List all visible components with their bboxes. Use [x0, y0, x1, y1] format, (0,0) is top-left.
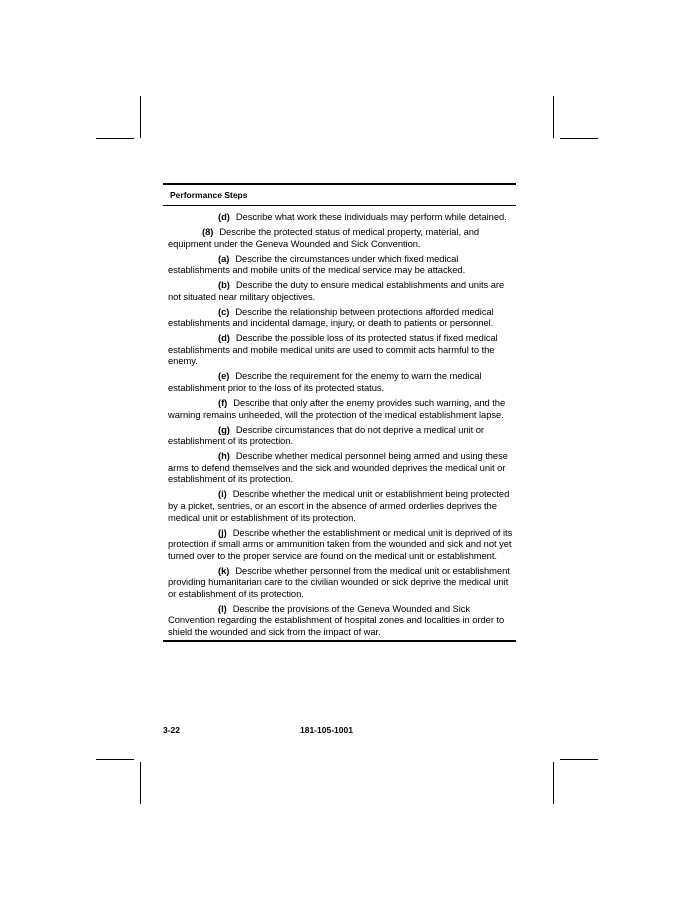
step-item: [163, 397, 516, 420]
step-label: (c): [218, 305, 230, 317]
crop-mark-top-right-v: [553, 96, 554, 138]
step-label: (g): [218, 423, 230, 435]
step-item: [163, 226, 516, 249]
step-text: Describe whether the medical unit or establishment being protected by a picket, sentries, or an escort in the absence of armed orderlies deprives the medical unit or establishment of its protection.: [168, 488, 510, 523]
step-item: [163, 488, 516, 523]
step-label: (j): [218, 526, 227, 538]
step-text: Describe the relationship between protections afforded medical establishments and incidental damage, injury, or death to patients or personnel.: [168, 305, 494, 329]
step-label: (e): [218, 370, 230, 382]
step-item: [163, 253, 516, 276]
step-label: (i): [218, 488, 227, 500]
document-number: 181-105-1001: [300, 725, 353, 735]
crop-mark-bottom-left-h: [96, 759, 134, 760]
step-label: (l): [218, 602, 227, 614]
step-text: Describe that only after the enemy provides such warning, and the warning remains unheeded, will the protection of the medical establishment lapse.: [168, 397, 506, 420]
step-text: Describe whether the establishment or medical unit is deprived of its protection if small arms or ammunition taken from the wounded and sick and not yet turned over to the proper service are found on the medical unit or establishment.: [168, 526, 513, 561]
crop-mark-bottom-right-v: [553, 762, 554, 804]
crop-mark-top-left-h: [96, 138, 134, 139]
step-text: Describe the provisions of the Geneva Wounded and Sick Convention regarding the establishment of hospital zones and localities in order to shield the wounded and sick from the impact of war.: [168, 602, 505, 638]
performance-steps-section: [163, 183, 516, 642]
step-item: [163, 332, 516, 367]
step-text: Describe whether medical personnel being armed and using these arms to defend themselves and the sick and wounded deprives the medical unit or establishment of its protection.: [168, 450, 508, 485]
page-number: 3-22: [163, 725, 181, 735]
step-label: (k): [218, 564, 230, 576]
step-item: [163, 603, 516, 638]
step-label: (h): [218, 450, 230, 462]
step-label: (a): [218, 252, 230, 264]
step-text: Describe what work these individuals may perform while detained.: [235, 211, 507, 222]
step-text: Describe whether personnel from the medical unit or establishment providing humanitarian care to the civilian wounded or sick deprive the medical unit or establishment of its protection.: [168, 564, 510, 599]
step-label: (f): [218, 397, 228, 409]
step-label: (d): [218, 332, 230, 344]
step-text: Describe the protected status of medical property, material, and equipment under the Geneva Wounded and Sick Convention.: [168, 225, 480, 249]
step-item: [163, 565, 516, 600]
step-label: (8): [202, 225, 214, 237]
crop-mark-bottom-left-v: [140, 762, 141, 804]
step-text: Describe the possible loss of its protected status if fixed medical establishments and mobile medical units are used to commit acts harmful to the enemy.: [168, 332, 498, 367]
step-item: [163, 424, 516, 447]
step-item: [163, 279, 516, 302]
steps-list: [163, 206, 516, 638]
step-label: (d): [218, 211, 230, 222]
crop-mark-top-right-h: [560, 138, 598, 139]
crop-mark-top-left-v: [140, 96, 141, 138]
step-item: [163, 450, 516, 485]
step-item: [163, 306, 516, 329]
step-item: [163, 370, 516, 393]
step-text: Describe circumstances that do not deprive a medical unit or establishment of its protection.: [168, 423, 484, 447]
step-text: Describe the duty to ensure medical establishments and units are not situated near military objectives.: [168, 279, 505, 302]
step-text: Describe the requirement for the enemy to warn the medical establishment prior to the loss of its protected status.: [168, 370, 482, 394]
step-item: [163, 211, 516, 223]
step-text: Describe the circumstances under which fixed medical establishments and mobile units of the medical service may be attacked.: [168, 252, 466, 276]
section-header: Performance Steps: [170, 190, 248, 200]
crop-mark-bottom-right-h: [560, 759, 598, 760]
bottom-rule: [163, 640, 516, 642]
step-label: (b): [218, 279, 230, 291]
step-item: [163, 527, 516, 562]
